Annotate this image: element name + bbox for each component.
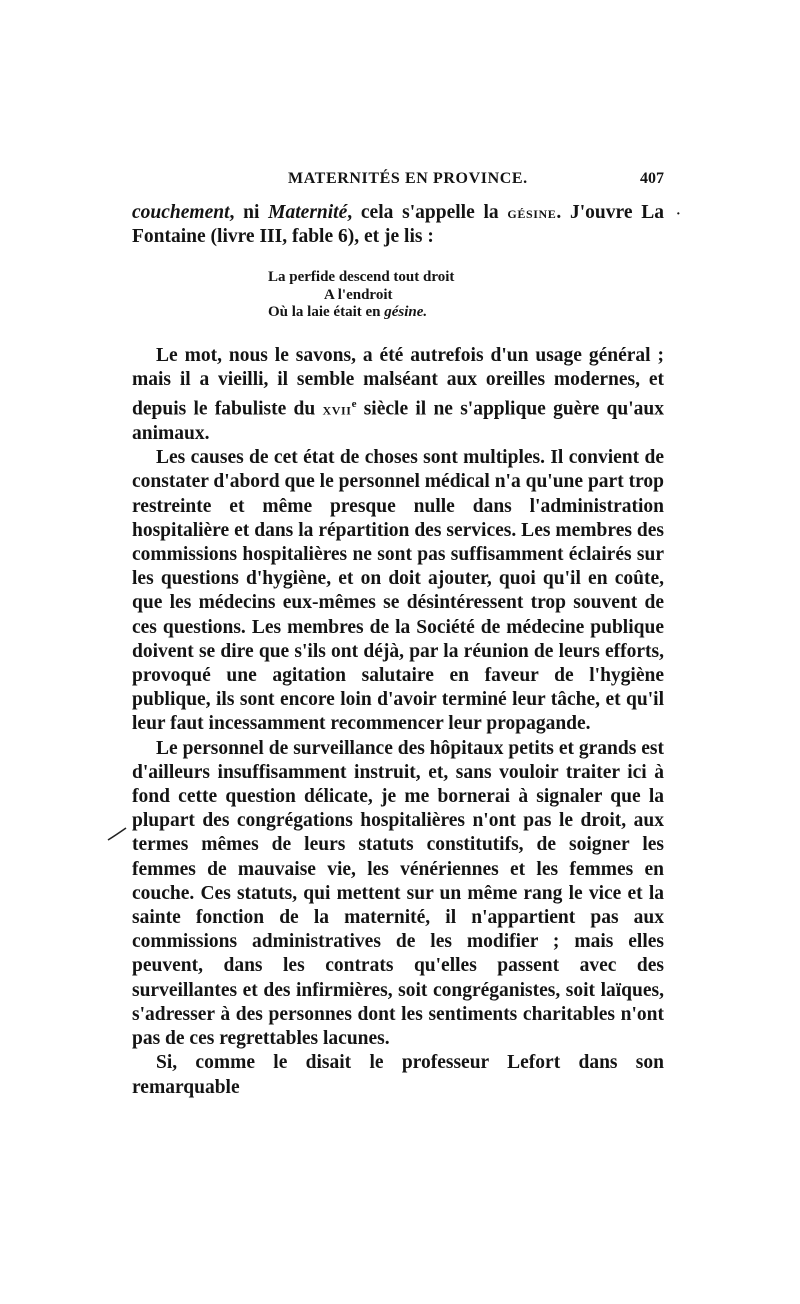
paragraph-continuation [132, 201, 664, 249]
verse-quotation [268, 269, 664, 322]
paragraph-1 [132, 344, 664, 446]
text-run: Le mot, nous le savons, a été autrefois d'un usage général ; mais il a vieilli, il semble malséant aux oreilles modernes, et depuis le fabuliste du [132, 344, 664, 420]
verse-line-1: La perfide descend tout droit [268, 269, 455, 286]
small-caps-gesine: gésine [507, 203, 557, 222]
text-run: , cela s'appelle la [347, 202, 508, 223]
verse-line-2: A l'endroit [324, 286, 393, 303]
text-run: , ni [229, 202, 269, 223]
verse-text: Où la laie était en [268, 304, 385, 321]
body-text [132, 201, 664, 1100]
margin-mark: · [676, 207, 681, 222]
running-title: MATERNITÉS EN PROVINCE. [288, 170, 528, 187]
page-header [132, 170, 664, 196]
emphasis-gesine: gésine. [384, 304, 428, 321]
page-number: 407 [640, 170, 664, 187]
paragraph-4: Si, comme le disait le professeur Lefort dans son remarquable [132, 1052, 664, 1098]
margin-pencil-mark [107, 826, 127, 842]
emphasis-couchement: couchement [132, 202, 230, 223]
emphasis-maternite: Maternité [268, 202, 348, 223]
verse-line-3 [268, 304, 664, 322]
paragraph-2: Les causes de cet état de choses sont multiples. Il convient de constater d'abord que le personnel médical n'a qu'une part trop restreinte et même presque nulle dans l'administration hospitalière et dans la répartition des services. Les membres des commissions hospitalières ne sont pas suffisamment éclairés sur les questions d'hygiène, et on doit ajouter, quoi qu'il en coûte, que les médecins eux-mêmes se désintéressent trop souvent de ces questions. Les membres de la Société de médecine publique doivent se dire que s'ils ont déjà, par la réunion de leurs efforts, provoqué une agitation salutaire en faveur de l'hygiène publique, ils sont encore loin d'avoir terminé leur tâche, et qu'il leur faut incessamment recommencer leur propagande. [132, 447, 664, 735]
text-run: . J'ouvre La Fontaine (livre III, fable 6), et je lis : [132, 202, 664, 248]
paragraph-3: Le personnel de surveillance des hôpitaux petits et grands est d'ailleurs insuffisamment instruit, et, sans vouloir traiter ici à fond cette question délicate, je me bornerai à signaler que la plupart des congrégations hospitalières n'ont pas le droit, aux termes mêmes de leurs statuts constitutifs, de soigner les femmes de mauvaise vie, les vénériennes et les femmes en couche. Ces statuts, qui mettent sur un même rang le vice et la sainte fonction de la maternité, il n'appartient pas aux commissions administratives de les modifier ; mais elles peuvent, dans les contrats qu'elles passent avec des surveillantes et des infirmières, soit congréganistes, soit laïques, s'adresser à des personnes dont les sentiments charitables n'ont pas de ces regrettables lacunes. [132, 737, 664, 1050]
century-numeral: xvii [322, 399, 352, 419]
text-run: siècle il ne s'applique guère qu'aux animaux. [132, 398, 664, 445]
superscript: e [351, 398, 357, 411]
